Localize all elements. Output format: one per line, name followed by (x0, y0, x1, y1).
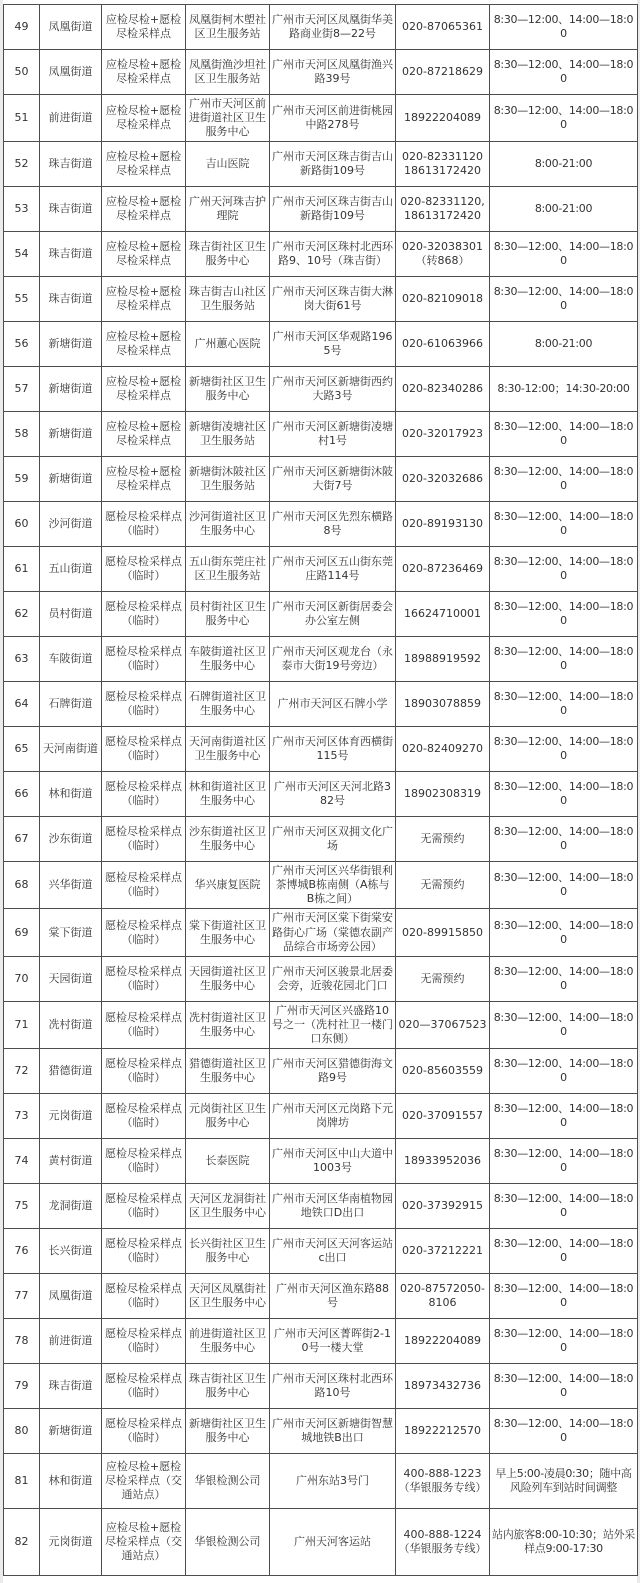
cell-sampling-type: 愿检尽检采样点（临时） (102, 1183, 186, 1228)
cell-address: 广州市天河区珠吉街大淋岗大街61号 (270, 277, 396, 322)
cell-sampling-type: 应检尽检+愿检尽检采样点 (102, 322, 186, 367)
cell-address: 广州市天河区渔东路88号 (270, 1273, 396, 1318)
testing-sites-table-body (4, 5, 638, 1576)
cell-service-hours: 8:30—12:00、14:00—18:00 (490, 1183, 638, 1228)
cell-site-name: 沙东街道社区卫生服务中心 (186, 817, 270, 862)
cell-address: 广州市天河区天河客运站c出口 (270, 1228, 396, 1273)
cell-site-name: 凤凰街柯木塱社区卫生服务站 (186, 5, 270, 50)
cell-sampling-type: 愿检尽检采样点（临时） (102, 1318, 186, 1363)
cell-address: 广州东站3号门 (270, 1453, 396, 1508)
cell-phone: 020-37091557 (396, 1093, 490, 1138)
cell-service-hours: 8:30—12:00、14:00—18:00 (490, 682, 638, 727)
cell-row-number: 70 (4, 956, 40, 1001)
cell-service-hours: 8:30—12:00、14:00—18:00 (490, 1318, 638, 1363)
cell-service-hours: 8:30—12:00、14:00—18:00 (490, 772, 638, 817)
cell-street-name: 前进街道 (40, 95, 102, 142)
cell-street-name: 新塘街道 (40, 412, 102, 457)
table-row (4, 1138, 638, 1183)
cell-site-name: 长兴街社区卫生服务中心 (186, 1228, 270, 1273)
cell-phone: 020-87236469 (396, 547, 490, 592)
cell-service-hours: 8:30—12:00、14:00—18:00 (490, 50, 638, 95)
cell-phone: 020-89193130 (396, 502, 490, 547)
cell-service-hours: 8:30—12:00、14:00—18:00 (490, 412, 638, 457)
cell-address: 广州市天河区双拥文化广场 (270, 817, 396, 862)
cell-site-name: 元岗街社区卫生服务中心 (186, 1093, 270, 1138)
cell-sampling-type: 愿检尽检采样点（临时） (102, 909, 186, 956)
cell-row-number: 69 (4, 909, 40, 956)
cell-street-name: 天园街道 (40, 956, 102, 1001)
cell-site-name: 前进街道社区卫生服务中心 (186, 1318, 270, 1363)
cell-address: 广州市天河区凤凰街华美路商业街8—22号 (270, 5, 396, 50)
table-row (4, 50, 638, 95)
cell-address: 广州市天河区新塘街智慧城地铁B出口 (270, 1408, 396, 1453)
cell-row-number: 67 (4, 817, 40, 862)
cell-address: 广州市天河区中山大道中1003号 (270, 1138, 396, 1183)
cell-sampling-type: 愿检尽检采样点（临时） (102, 1363, 186, 1408)
table-row (4, 1183, 638, 1228)
table-row (4, 1318, 638, 1363)
table-row (4, 772, 638, 817)
cell-address: 广州市天河区兴华街银利茶博城B栋南侧（A栋与B栋之间） (270, 862, 396, 909)
cell-service-hours: 8:30—12:00、14:00—18:00 (490, 232, 638, 277)
cell-street-name: 黄村街道 (40, 1138, 102, 1183)
cell-street-name: 员村街道 (40, 592, 102, 637)
cell-address: 广州市天河区珠吉街吉山新路街109号 (270, 187, 396, 232)
cell-phone: 020-85603559 (396, 1048, 490, 1093)
cell-address: 广州市天河区珠吉街吉山新路街109号 (270, 142, 396, 187)
cell-address: 广州市天河区新塘街西约大路3号 (270, 367, 396, 412)
cell-phone: 020-32038301（转868） (396, 232, 490, 277)
cell-phone: 020-32032686 (396, 457, 490, 502)
cell-phone: 18933952036 (396, 1138, 490, 1183)
cell-address: 广州市天河区观龙台（永泰市大街19号旁边） (270, 637, 396, 682)
table-row (4, 1363, 638, 1408)
cell-row-number: 76 (4, 1228, 40, 1273)
cell-sampling-type: 愿检尽检采样点（临时） (102, 502, 186, 547)
cell-street-name: 沙东街道 (40, 817, 102, 862)
cell-service-hours: 8:30—12:00、14:00—18:00 (490, 1363, 638, 1408)
cell-site-name: 广州蕙心医院 (186, 322, 270, 367)
cell-address: 广州市天河区珠村北西环路9、10号（珠吉街） (270, 232, 396, 277)
cell-row-number: 75 (4, 1183, 40, 1228)
cell-phone: 18922204089 (396, 1318, 490, 1363)
cell-site-name: 长泰医院 (186, 1138, 270, 1183)
cell-row-number: 58 (4, 412, 40, 457)
cell-address: 广州天河客运站 (270, 1509, 396, 1576)
cell-service-hours: 8:30—12:00、14:00—18:00 (490, 862, 638, 909)
cell-phone: 18902308319 (396, 772, 490, 817)
cell-row-number: 78 (4, 1318, 40, 1363)
cell-sampling-type: 应检尽检+愿检尽检采样点 (102, 95, 186, 142)
cell-site-name: 新塘街社区卫生服务中心 (186, 1408, 270, 1453)
cell-sampling-type: 应检尽检+愿检尽检采样点 (102, 367, 186, 412)
cell-address: 广州市天河区前进街桃园中路278号 (270, 95, 396, 142)
cell-row-number: 68 (4, 862, 40, 909)
cell-sampling-type: 应检尽检+愿检尽检采样点 (102, 5, 186, 50)
cell-phone: 400-888-1224（华银服务专线） (396, 1509, 490, 1576)
cell-row-number: 51 (4, 95, 40, 142)
cell-address: 广州市天河区新塘街沐陂大街7号 (270, 457, 396, 502)
cell-site-name: 猎德街道社区卫生服务中心 (186, 1048, 270, 1093)
cell-service-hours: 8:30—12:00、14:00—18:00 (490, 547, 638, 592)
cell-row-number: 64 (4, 682, 40, 727)
cell-street-name: 新塘街道 (40, 322, 102, 367)
table-row (4, 142, 638, 187)
cell-service-hours: 8:30—12:00、14:00—18:00 (490, 502, 638, 547)
cell-row-number: 72 (4, 1048, 40, 1093)
cell-service-hours: 8:30—12:00、14:00—18:00 (490, 909, 638, 956)
cell-address: 广州市天河区天河北路382号 (270, 772, 396, 817)
cell-site-name: 华银检测公司 (186, 1453, 270, 1508)
cell-street-name: 珠吉街道 (40, 187, 102, 232)
cell-phone: 无需预约 (396, 956, 490, 1001)
cell-site-name: 员村街社区卫生服务中心 (186, 592, 270, 637)
cell-service-hours: 8:30—12:00、14:00—18:00 (490, 727, 638, 772)
cell-row-number: 63 (4, 637, 40, 682)
cell-sampling-type: 愿检尽检采样点（临时） (102, 956, 186, 1001)
cell-sampling-type: 愿检尽检采样点（临时） (102, 1228, 186, 1273)
cell-sampling-type: 愿检尽检采样点（临时） (102, 1408, 186, 1453)
cell-address: 广州市天河区体育西横街115号 (270, 727, 396, 772)
cell-phone: 020-87065361 (396, 5, 490, 50)
table-row (4, 1048, 638, 1093)
cell-site-name: 五山街东莞庄社区卫生服务站 (186, 547, 270, 592)
cell-street-name: 沙河街道 (40, 502, 102, 547)
table-row (4, 727, 638, 772)
cell-address: 广州市天河区兴盛路10号之一（冼村社卫一楼门口东侧） (270, 1001, 396, 1048)
cell-service-hours: 8:30—12:00、14:00—18:00 (490, 956, 638, 1001)
cell-street-name: 元岗街道 (40, 1093, 102, 1138)
cell-row-number: 65 (4, 727, 40, 772)
cell-street-name: 珠吉街道 (40, 142, 102, 187)
cell-phone: 18903078859 (396, 682, 490, 727)
cell-street-name: 珠吉街道 (40, 1363, 102, 1408)
cell-address: 广州市天河区先烈东横路8号 (270, 502, 396, 547)
cell-street-name: 新塘街道 (40, 367, 102, 412)
cell-street-name: 凤凰街道 (40, 50, 102, 95)
table-row (4, 682, 638, 727)
cell-row-number: 77 (4, 1273, 40, 1318)
table-row (4, 1228, 638, 1273)
table-row (4, 1408, 638, 1453)
cell-address: 广州市天河区新街居委会办公室左侧 (270, 592, 396, 637)
cell-phone: 020-32017923 (396, 412, 490, 457)
cell-phone: 020-61063966 (396, 322, 490, 367)
table-row (4, 956, 638, 1001)
cell-site-name: 林和街道社区卫生服务中心 (186, 772, 270, 817)
cell-row-number: 53 (4, 187, 40, 232)
cell-row-number: 79 (4, 1363, 40, 1408)
cell-address: 广州市天河区新塘街凌塘村1号 (270, 412, 396, 457)
cell-service-hours: 早上5:00-凌晨0:30；随中高风险列车到站时间调整 (490, 1453, 638, 1508)
cell-service-hours: 8:30—12:00、14:00—18:00 (490, 1273, 638, 1318)
cell-phone: 020—37067523 (396, 1001, 490, 1048)
cell-sampling-type: 应检尽检+愿检尽检采样点 (102, 50, 186, 95)
cell-site-name: 棠下街道社区卫生服务中心 (186, 909, 270, 956)
cell-street-name: 凤凰街道 (40, 5, 102, 50)
cell-site-name: 天河区凤凰街社区卫生服务中心 (186, 1273, 270, 1318)
testing-sites-table (3, 4, 638, 1576)
cell-row-number: 73 (4, 1093, 40, 1138)
table-row (4, 502, 638, 547)
cell-row-number: 62 (4, 592, 40, 637)
table-row (4, 412, 638, 457)
cell-row-number: 82 (4, 1509, 40, 1576)
cell-phone: 无需预约 (396, 817, 490, 862)
cell-site-name: 华银检测公司 (186, 1509, 270, 1576)
cell-row-number: 81 (4, 1453, 40, 1508)
cell-address: 广州市天河区骏景北居委会旁，近骏花园北门口 (270, 956, 396, 1001)
cell-street-name: 五山街道 (40, 547, 102, 592)
cell-row-number: 60 (4, 502, 40, 547)
cell-service-hours: 8:30—12:00、14:00—18:00 (490, 95, 638, 142)
cell-sampling-type: 愿检尽检采样点（临时） (102, 592, 186, 637)
cell-site-name: 冼村街道社区卫生服务中心 (186, 1001, 270, 1048)
cell-sampling-type: 应检尽检+愿检尽检采样点 (102, 232, 186, 277)
table-row (4, 1093, 638, 1138)
cell-service-hours: 站内旅客8:00-10:30；站外采样点9:00-17:30 (490, 1509, 638, 1576)
cell-service-hours: 8:30—12:00、14:00—18:00 (490, 5, 638, 50)
table-row (4, 1001, 638, 1048)
cell-street-name: 珠吉街道 (40, 277, 102, 322)
cell-street-name: 元岗街道 (40, 1509, 102, 1576)
table-row (4, 232, 638, 277)
cell-address: 广州市天河区菁晖街2-10号一楼大堂 (270, 1318, 396, 1363)
table-row (4, 862, 638, 909)
cell-service-hours: 8:00-21:00 (490, 322, 638, 367)
cell-address: 广州市天河区猎德街海文路9号 (270, 1048, 396, 1093)
cell-phone: 020-37212221 (396, 1228, 490, 1273)
cell-street-name: 兴华街道 (40, 862, 102, 909)
cell-address: 广州市天河区五山街东莞庄路114号 (270, 547, 396, 592)
table-row (4, 817, 638, 862)
cell-site-name: 新塘街社区卫生服务中心 (186, 367, 270, 412)
cell-address: 广州市天河区元岗路下元岗牌坊 (270, 1093, 396, 1138)
cell-street-name: 珠吉街道 (40, 232, 102, 277)
cell-sampling-type: 应检尽检+愿检尽检采样点 (102, 277, 186, 322)
cell-row-number: 61 (4, 547, 40, 592)
cell-address: 广州市天河区华观路1965号 (270, 322, 396, 367)
cell-sampling-type: 愿检尽检采样点（临时） (102, 772, 186, 817)
cell-phone: 020-82331120 18613172420 (396, 142, 490, 187)
cell-service-hours: 8:30—12:00、14:00—18:00 (490, 592, 638, 637)
cell-service-hours: 8:30—12:00、14:00—18:00 (490, 1093, 638, 1138)
cell-street-name: 新塘街道 (40, 457, 102, 502)
table-row (4, 5, 638, 50)
cell-street-name: 新塘街道 (40, 1408, 102, 1453)
table-row (4, 187, 638, 232)
cell-service-hours: 8:30—12:00、14:00—18:00 (490, 817, 638, 862)
cell-phone: 020-82331120,18613172420 (396, 187, 490, 232)
cell-sampling-type: 愿检尽检采样点（临时） (102, 727, 186, 772)
table-row (4, 95, 638, 142)
cell-sampling-type: 应检尽检+愿检尽检采样点（交通站点） (102, 1509, 186, 1576)
cell-phone: 400-888-1223（华银服务专线） (396, 1453, 490, 1508)
cell-service-hours: 8:30—12:00、14:00—18:00 (490, 277, 638, 322)
cell-address: 广州市天河区凤凰街渔兴路39号 (270, 50, 396, 95)
cell-street-name: 前进街道 (40, 1318, 102, 1363)
cell-service-hours: 8:30—12:00、14:00—18:00 (490, 1138, 638, 1183)
table-row (4, 547, 638, 592)
cell-phone: 020-82340286 (396, 367, 490, 412)
cell-row-number: 71 (4, 1001, 40, 1048)
cell-site-name: 广州市天河区前进街道社区卫生服务中心 (186, 95, 270, 142)
cell-sampling-type: 应检尽检+愿检尽检采样点 (102, 142, 186, 187)
cell-street-name: 棠下街道 (40, 909, 102, 956)
cell-site-name: 车陂街道社区卫生服务中心 (186, 637, 270, 682)
cell-sampling-type: 愿检尽检采样点（临时） (102, 682, 186, 727)
cell-row-number: 80 (4, 1408, 40, 1453)
cell-phone: 020-82109018 (396, 277, 490, 322)
cell-site-name: 沙河街道社区卫生服务中心 (186, 502, 270, 547)
cell-sampling-type: 愿检尽检采样点（临时） (102, 1048, 186, 1093)
cell-phone: 020-87218629 (396, 50, 490, 95)
cell-site-name: 珠吉街社区卫生服务中心 (186, 1363, 270, 1408)
cell-row-number: 74 (4, 1138, 40, 1183)
cell-address: 广州市天河区珠村北西环路10号 (270, 1363, 396, 1408)
cell-site-name: 石牌街道社区卫生服务中心 (186, 682, 270, 727)
cell-service-hours: 8:30—12:00、14:00—18:00 (490, 1408, 638, 1453)
table-row (4, 1453, 638, 1508)
table-row (4, 1273, 638, 1318)
cell-row-number: 57 (4, 367, 40, 412)
cell-phone: 无需预约 (396, 862, 490, 909)
cell-sampling-type: 应检尽检+愿检尽检采样点 (102, 412, 186, 457)
table-row (4, 322, 638, 367)
cell-sampling-type: 应检尽检+愿检尽检采样点（交通站点） (102, 1453, 186, 1508)
cell-row-number: 56 (4, 322, 40, 367)
cell-street-name: 长兴街道 (40, 1228, 102, 1273)
cell-service-hours: 8:30—12:00、14:00—18:00 (490, 1001, 638, 1048)
table-row (4, 1509, 638, 1576)
table-row (4, 909, 638, 956)
cell-service-hours: 8:30—12:00、14:00—18:00 (490, 637, 638, 682)
cell-sampling-type: 愿检尽检采样点（临时） (102, 1273, 186, 1318)
cell-street-name: 冼村街道 (40, 1001, 102, 1048)
table-row (4, 637, 638, 682)
cell-site-name: 广州天河珠吉护理院 (186, 187, 270, 232)
cell-street-name: 车陂街道 (40, 637, 102, 682)
cell-sampling-type: 愿检尽检采样点（临时） (102, 1001, 186, 1048)
cell-phone: 020-37392915 (396, 1183, 490, 1228)
cell-street-name: 龙洞街道 (40, 1183, 102, 1228)
cell-site-name: 珠吉街吉山社区卫生服务站 (186, 277, 270, 322)
cell-site-name: 华兴康复医院 (186, 862, 270, 909)
cell-sampling-type: 愿检尽检采样点（临时） (102, 817, 186, 862)
cell-service-hours: 8:30-12:00；14:30-20:00 (490, 367, 638, 412)
cell-site-name: 珠吉街社区卫生服务中心 (186, 232, 270, 277)
cell-site-name: 天河区龙洞街社区卫生服务中心 (186, 1183, 270, 1228)
cell-site-name: 天河南街道社区卫生服务中心 (186, 727, 270, 772)
table-row (4, 367, 638, 412)
cell-row-number: 59 (4, 457, 40, 502)
cell-street-name: 林和街道 (40, 1453, 102, 1508)
cell-sampling-type: 愿检尽检采样点（临时） (102, 1138, 186, 1183)
cell-site-name: 凤凰街渔沙坦社区卫生服务站 (186, 50, 270, 95)
cell-street-name: 凤凰街道 (40, 1273, 102, 1318)
cell-address: 广州市天河区棠下街棠安路街心广场（棠德农副产品综合市场旁公园） (270, 909, 396, 956)
table-row (4, 592, 638, 637)
cell-street-name: 猎德街道 (40, 1048, 102, 1093)
cell-street-name: 天河南街道 (40, 727, 102, 772)
table-row (4, 277, 638, 322)
cell-row-number: 52 (4, 142, 40, 187)
cell-row-number: 54 (4, 232, 40, 277)
cell-phone: 020-87572050-8106 (396, 1273, 490, 1318)
cell-row-number: 66 (4, 772, 40, 817)
cell-phone: 020-82409270 (396, 727, 490, 772)
cell-street-name: 石牌街道 (40, 682, 102, 727)
cell-address: 广州市天河区石牌小学 (270, 682, 396, 727)
cell-site-name: 新塘街沐陂社区卫生服务站 (186, 457, 270, 502)
document-card (3, 0, 637, 1583)
cell-street-name: 林和街道 (40, 772, 102, 817)
table-row (4, 457, 638, 502)
cell-service-hours: 8:30—12:00、14:00—18:00 (490, 1048, 638, 1093)
cell-service-hours: 8:00-21:00 (490, 187, 638, 232)
cell-site-name: 吉山医院 (186, 142, 270, 187)
cell-site-name: 天园街道社区卫生服务中心 (186, 956, 270, 1001)
cell-phone: 18973432736 (396, 1363, 490, 1408)
cell-sampling-type: 愿检尽检采样点（临时） (102, 547, 186, 592)
cell-phone: 18988919592 (396, 637, 490, 682)
cell-sampling-type: 应检尽检+愿检尽检采样点 (102, 187, 186, 232)
cell-phone: 16624710001 (396, 592, 490, 637)
cell-phone: 020-89915850 (396, 909, 490, 956)
cell-row-number: 50 (4, 50, 40, 95)
cell-sampling-type: 应检尽检+愿检尽检采样点 (102, 457, 186, 502)
cell-sampling-type: 愿检尽检采样点（临时） (102, 862, 186, 909)
cell-address: 广州市天河区华南植物园地铁口D出口 (270, 1183, 396, 1228)
cell-sampling-type: 愿检尽检采样点（临时） (102, 1093, 186, 1138)
cell-sampling-type: 愿检尽检采样点（临时） (102, 637, 186, 682)
cell-phone: 18922212570 (396, 1408, 490, 1453)
cell-row-number: 55 (4, 277, 40, 322)
cell-row-number: 49 (4, 5, 40, 50)
cell-service-hours: 8:30—12:00、14:00—18:00 (490, 457, 638, 502)
cell-service-hours: 8:30—12:00、14:00—18:00 (490, 1228, 638, 1273)
cell-service-hours: 8:00-21:00 (490, 142, 638, 187)
cell-site-name: 新塘街凌塘社区卫生服务站 (186, 412, 270, 457)
cell-phone: 18922204089 (396, 95, 490, 142)
